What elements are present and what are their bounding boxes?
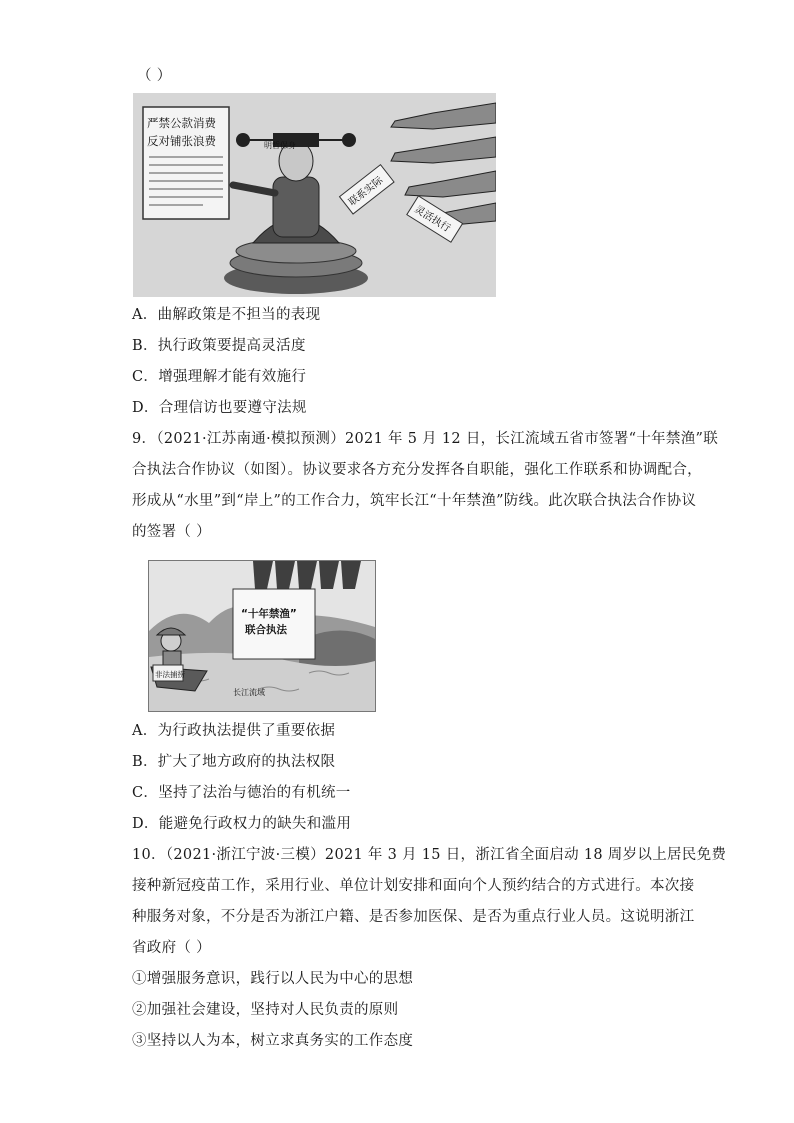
q8-cartoon-image xyxy=(133,93,496,297)
q9-stem-line-4: 的签署（ ） xyxy=(132,524,211,540)
poster-line-2: 反对铺张浪费 xyxy=(147,134,216,148)
q10-stem-line-4: 省政府（ ） xyxy=(132,940,211,956)
q10-item-1: ①增强服务意识，践行以人民为中心的思想 xyxy=(132,971,414,987)
q10-item-2: ②加强社会建设，坚持对人民负责的原则 xyxy=(132,1002,399,1018)
poster-line-1: 严禁公款消费 xyxy=(147,116,216,130)
q9-stem-line-1: 9．（2021·江苏南通·模拟预测）2021 年 5 月 12 日，长江流域五省市签署“十年禁渔”联 xyxy=(132,431,719,447)
q8-option-d: D．合理信访也要遵守法规 xyxy=(132,400,307,416)
q8-answer-paren: （ ） xyxy=(137,68,172,84)
q8-option-a: A．曲解政策是不担当的表现 xyxy=(132,307,321,323)
q9-option-a: A．为行政执法提供了重要依据 xyxy=(132,723,336,739)
q9-cartoon-image xyxy=(148,560,376,712)
paper-label-1: 联系实际 xyxy=(346,175,386,209)
q10-stem-line-3: 种服务对象，不分是否为浙江户籍、是否参加医保、是否为重点行业人员。这说明浙江 xyxy=(132,909,695,925)
q10-stem-line-1: 10．（2021·浙江宁波·三模）2021 年 3 月 15 日，浙江省全面启动 18 周岁以上居民免费 xyxy=(132,847,727,863)
boat-label: 非法捕捞 xyxy=(155,670,185,679)
scroll-line-1: “十年禁渔” xyxy=(241,608,297,620)
hat-label: 明哲保身 xyxy=(264,141,296,150)
q9-option-b: B．扩大了地方政府的执法权限 xyxy=(132,754,336,770)
q9-option-d: D．能避免行政权力的缺失和滥用 xyxy=(132,816,352,832)
official-cartoon-illustration xyxy=(133,93,496,297)
paper-label-2: 灵活执行 xyxy=(412,204,453,235)
q9-stem-line-2: 合执法合作协议（如图）。协议要求各方充分发挥各自职能，强化工作联系和协调配合， xyxy=(132,462,702,478)
q9-option-c: C．坚持了法治与德治的有机统一 xyxy=(132,785,351,801)
scroll-line-2: 联合执法 xyxy=(245,624,287,636)
fishing-ban-cartoon-illustration xyxy=(149,561,375,711)
q9-stem-line-3: 形成从“水里”到“岸上”的工作合力，筑牢长江“十年禁渔”防线。此次联合执法合作协议 xyxy=(132,493,697,509)
q8-option-c: C．增强理解才能有效施行 xyxy=(132,369,307,385)
q10-stem-line-2: 接种新冠疫苗工作，采用行业、单位计划安排和面向个人预约结合的方式进行。本次接 xyxy=(132,878,695,894)
river-label: 长江流域 xyxy=(233,688,265,697)
q8-option-b: B．执行政策要提高灵活度 xyxy=(132,338,306,354)
q10-item-3: ③坚持以人为本，树立求真务实的工作态度 xyxy=(132,1033,414,1049)
